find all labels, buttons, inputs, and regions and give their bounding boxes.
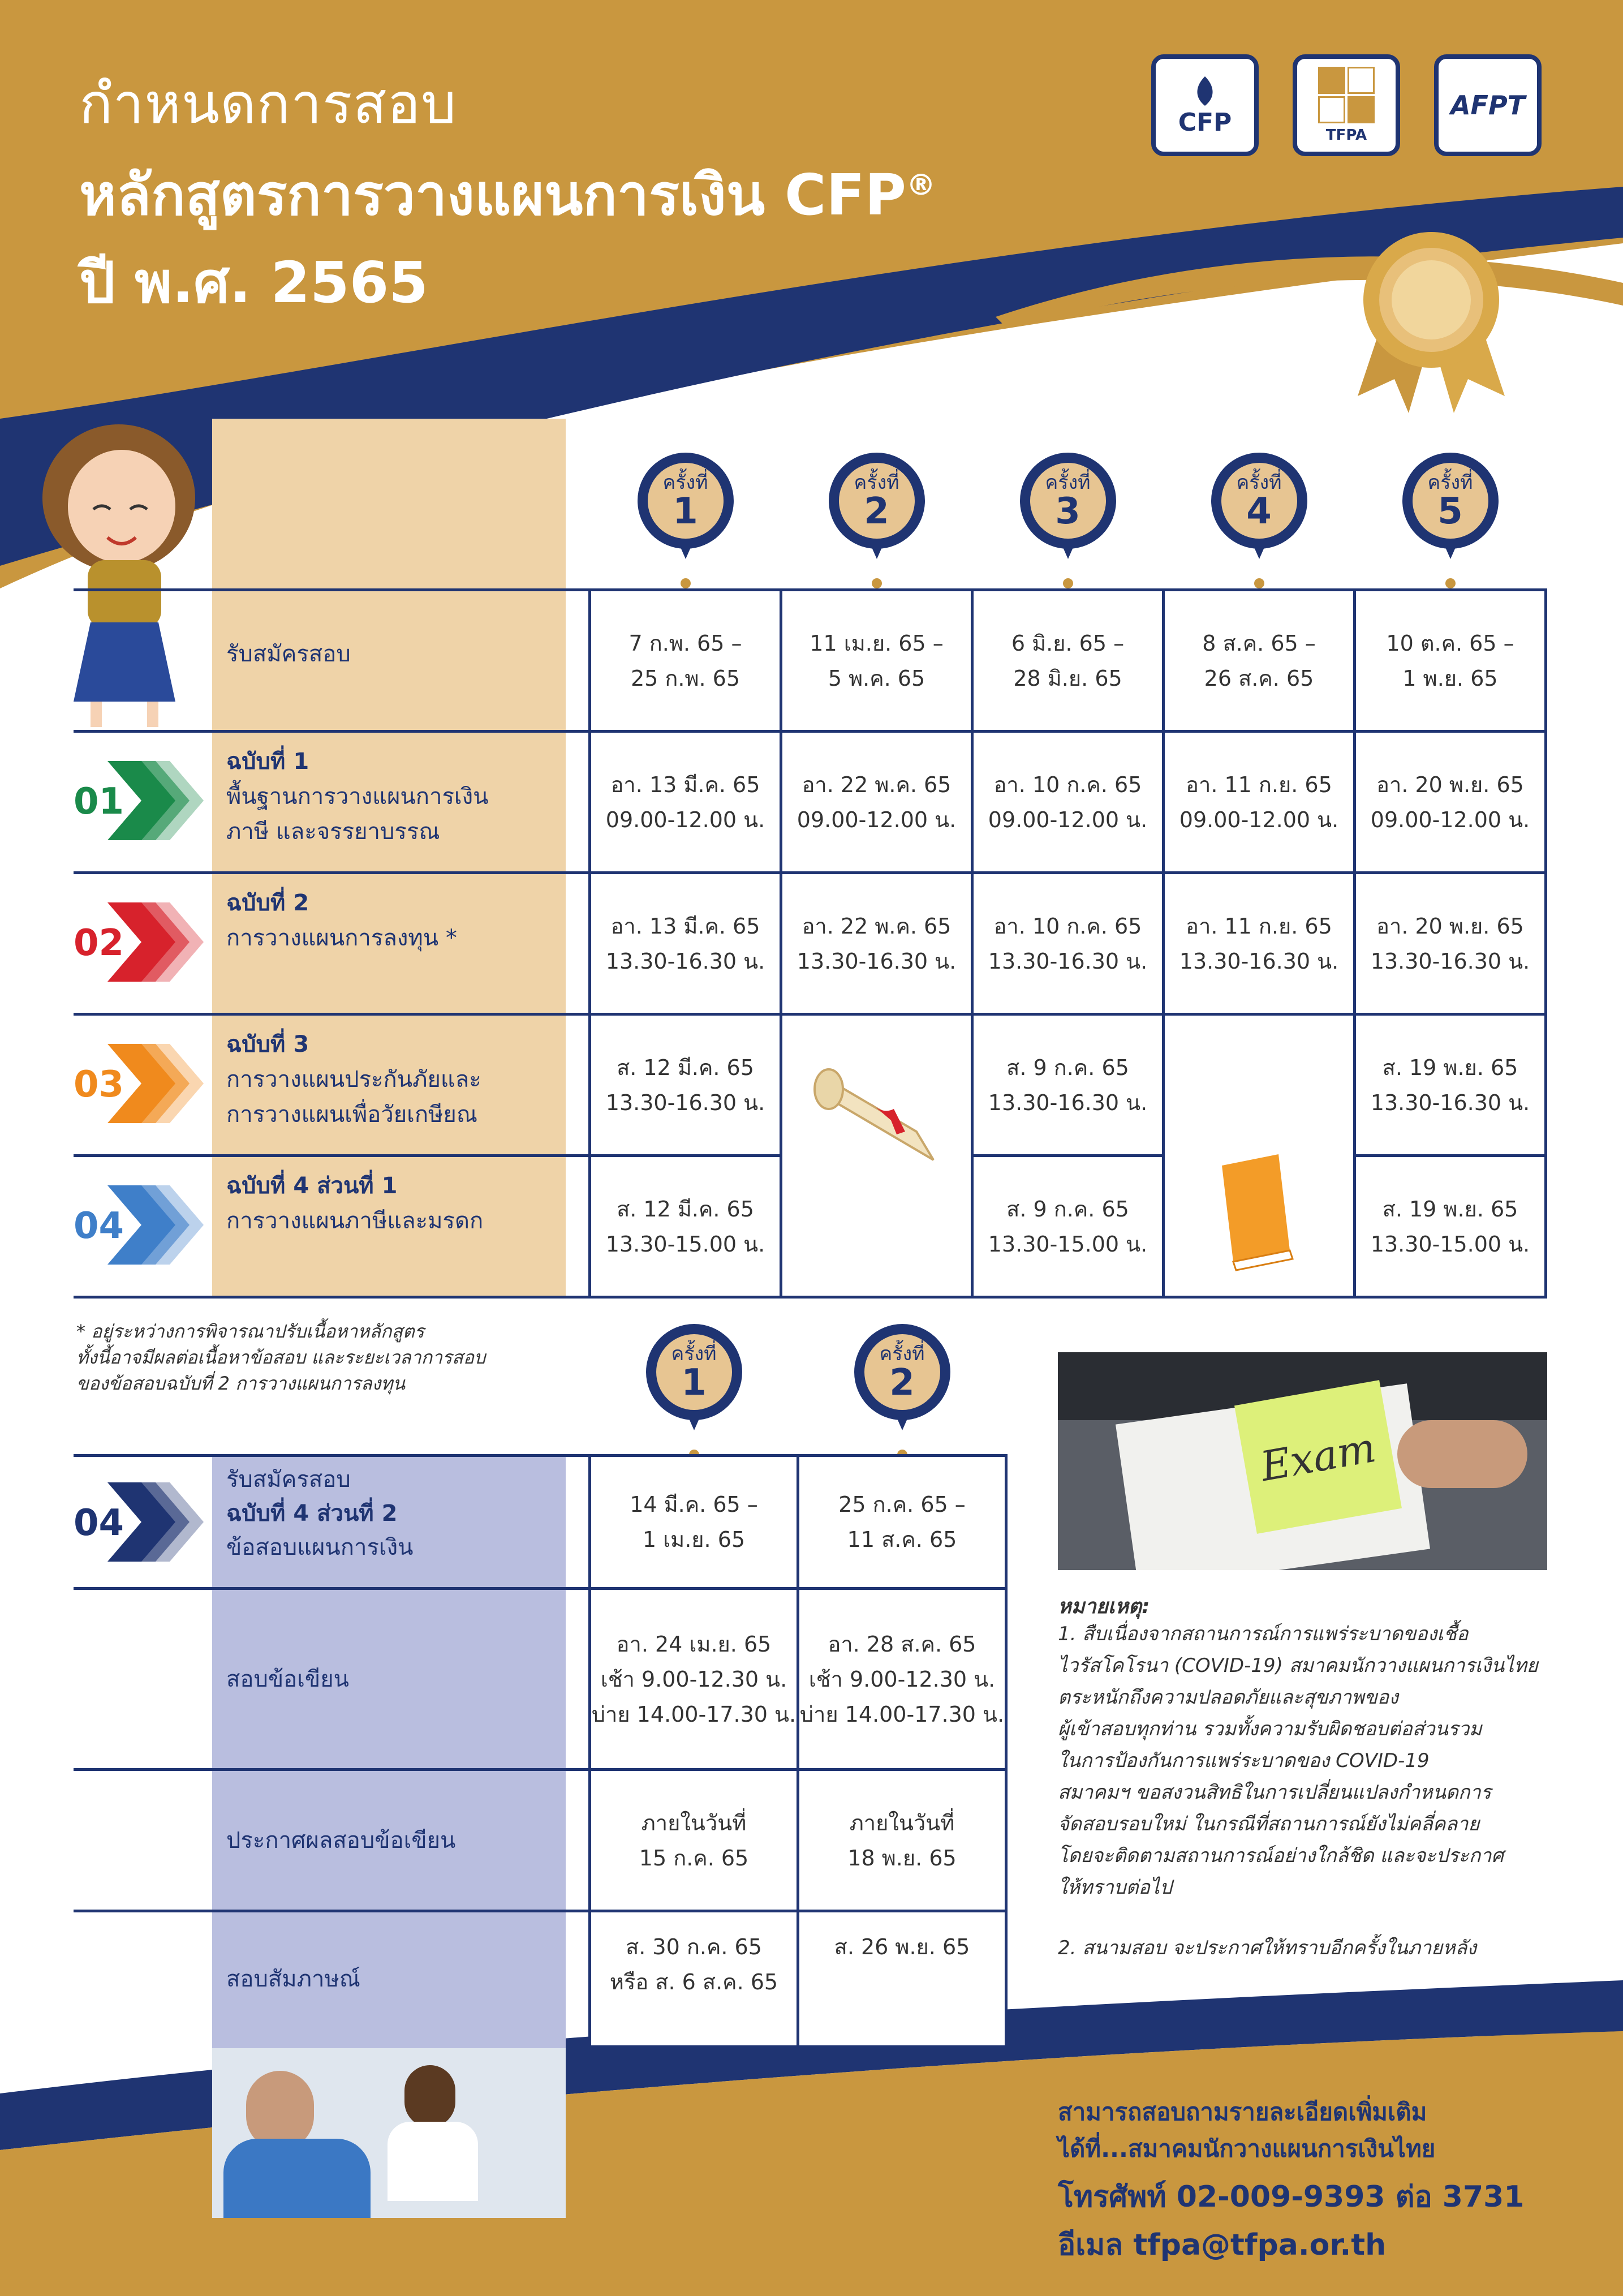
table1-label-column bbox=[212, 419, 566, 1296]
exam-desc: รับสมัครสอบ bbox=[226, 641, 351, 667]
schedule-cell: อา. 22 พ.ค. 65 13.30-16.30 น. bbox=[780, 871, 974, 1016]
schedule-cell: ส. 9 ก.ค. 65 13.30-16.30 น. bbox=[971, 1013, 1165, 1157]
exam-code: 04 bbox=[74, 1502, 124, 1544]
schedule-cell: อา. 20 พ.ย. 65 13.30-16.30 น. bbox=[1353, 871, 1547, 1016]
round-number: 2 bbox=[889, 1362, 915, 1404]
round-pin-2 bbox=[829, 453, 925, 560]
sticky-note-text: Exam bbox=[1257, 1423, 1379, 1491]
remark-item-1: 1. สืบเนื่องจากสถานการณ์การแพร่ระบาดของเชื้อ ไวรัสโคโรนา (COVID-19) สมาคมนักวางแผนการเงินไทย ตระหนักถึงความปลอดภัยและสุขภาพของ ผู้เข้าสอบทุกท่าน รวมทั้งความรับผิดชอบต่อส่วนรวม ในการป้องกันการแพร่ระบาดของ COVID-19 สมาคมฯ ขอสงวนสิทธิในการเปลี่ยนแปลงกำหนดการ จัดสอบรอบใหม่ ในกรณีที่สถานการณ์ยังไม่คลี่คลาย โดยจะติดตามสถานการณ์อย่างใกล้ชิด และจะประกาศ ให้ทราบต่อไป bbox=[1058, 1623, 1538, 1899]
register-label: รับสมัครสอบ bbox=[226, 1467, 351, 1493]
row-separator bbox=[74, 1768, 588, 1771]
schedule-cell: ส. 30 ก.ค. 65 หรือ ส. 6 ส.ค. 65 bbox=[588, 1910, 799, 2048]
schedule-cell: อา. 13 มี.ค. 65 13.30-16.30 น. bbox=[588, 871, 782, 1016]
page-title: หลักสูตรการวางแผนการเงิน CFP® bbox=[79, 162, 936, 228]
round-pin-1 bbox=[646, 1324, 742, 1431]
round-number: 1 bbox=[673, 491, 698, 532]
round-pin-3 bbox=[1020, 453, 1116, 560]
year-title: ปี พ.ศ. 2565 bbox=[79, 250, 428, 316]
schedule-cell: 25 ก.ค. 65 – 11 ส.ค. 65 bbox=[797, 1454, 1008, 1590]
round-label: ครั้งที่ bbox=[1236, 471, 1282, 494]
schedule-cell: ภายในวันที่ 18 พ.ย. 65 bbox=[797, 1768, 1008, 1912]
exam-code: 02 bbox=[74, 922, 124, 964]
chevron-arrows-icon bbox=[102, 1038, 209, 1129]
schedule-cell: อา. 20 พ.ย. 65 09.00-12.00 น. bbox=[1353, 730, 1547, 874]
exam-desc: พื้นฐานการวางแผนการเงิน ภาษี และจรรยาบรรณ bbox=[226, 784, 489, 845]
schedule-cell: ภายในวันที่ 15 ก.ค. 65 bbox=[588, 1768, 799, 1912]
schedule-cell: 14 มี.ค. 65 – 1 เม.ย. 65 bbox=[588, 1454, 799, 1590]
schedule-cell: อา. 10 ก.ค. 65 09.00-12.00 น. bbox=[971, 730, 1165, 874]
row-separator bbox=[74, 1587, 588, 1590]
schedule-cell: อา. 13 มี.ค. 65 09.00-12.00 น. bbox=[588, 730, 782, 874]
remarks-title: หมายเหตุ: bbox=[1058, 1595, 1150, 1618]
row-separator bbox=[74, 1454, 588, 1457]
row-separator bbox=[74, 1013, 588, 1016]
row-separator bbox=[74, 1154, 588, 1157]
schedule-cell: ส. 19 พ.ย. 65 13.30-15.00 น. bbox=[1353, 1154, 1547, 1299]
students-photo bbox=[212, 2048, 566, 2218]
row-separator bbox=[74, 1296, 588, 1299]
contact-email: อีเมล tfpa@tfpa.or.th bbox=[1058, 2228, 1387, 2262]
exam-title: ฉบับที่ 3 bbox=[226, 1031, 309, 1057]
round-label: ครั้งที่ bbox=[1427, 471, 1473, 494]
round-label: ครั้งที่ bbox=[662, 471, 708, 494]
exam-code: 03 bbox=[74, 1064, 124, 1106]
chevron-arrows-icon bbox=[102, 755, 209, 846]
round-label: ครั้งที่ bbox=[879, 1343, 925, 1365]
row-separator bbox=[74, 871, 588, 874]
schedule-cell: ส. 9 ก.ค. 65 13.30-15.00 น. bbox=[971, 1154, 1165, 1299]
flame-icon bbox=[1182, 74, 1228, 108]
exam-desc: ข้อสอบแผนการเงิน bbox=[226, 1534, 414, 1560]
exam-title: ฉบับที่ 4 ส่วนที่ 2 bbox=[226, 1500, 398, 1527]
round-label: ครั้งที่ bbox=[671, 1343, 717, 1365]
cfp-logo: CFP bbox=[1151, 54, 1259, 156]
schedule-cell: อา. 28 ส.ค. 65 เช้า 9.00-12.30 น. บ่าย 14.00-17.30 น. bbox=[797, 1587, 1008, 1771]
schedule-cell: อา. 10 ก.ค. 65 13.30-16.30 น. bbox=[971, 871, 1165, 1016]
schedule-cell: ส. 12 มี.ค. 65 13.30-15.00 น. bbox=[588, 1154, 782, 1299]
exam-desc: การวางแผนประกันภัยและ การวางแผนเพื่อวัยเกษียณ bbox=[226, 1067, 481, 1128]
row-separator bbox=[74, 1910, 588, 1912]
round-label: ครั้งที่ bbox=[1045, 471, 1091, 494]
table2-row-label: ประกาศผลสอบข้อเขียน bbox=[226, 1827, 456, 1854]
exam-title: ฉบับที่ 1 bbox=[226, 749, 309, 775]
exam-code: 01 bbox=[74, 781, 124, 823]
table2-row-label: สอบข้อเขียน bbox=[226, 1666, 349, 1692]
schedule-cell: อา. 22 พ.ค. 65 09.00-12.00 น. bbox=[780, 730, 974, 874]
contact-line-2: ได้ที่...สมาคมนักวางแผนการเงินไทย bbox=[1058, 2135, 1436, 2162]
subtitle: กำหนดการสอบ bbox=[79, 72, 457, 136]
round-number: 4 bbox=[1246, 491, 1272, 532]
round-label: ครั้งที่ bbox=[854, 471, 899, 494]
remark-item-2: 2. สนามสอบ จะประกาศให้ทราบอีกครั้งในภายหลัง bbox=[1058, 1937, 1476, 1959]
table2-head-label bbox=[226, 1463, 413, 1564]
round-pin-2 bbox=[854, 1324, 950, 1431]
schedule-cell: 8 ส.ค. 65 – 26 ส.ค. 65 bbox=[1162, 588, 1356, 733]
tfpa-logo: TFPA bbox=[1293, 54, 1400, 156]
table2-row-label: สอบสัมภาษณ์ bbox=[226, 1966, 360, 1992]
schedule-cell: อา. 11 ก.ย. 65 13.30-16.30 น. bbox=[1162, 871, 1356, 1016]
table1-row-label-0 bbox=[226, 637, 351, 672]
schedule-cell: ส. 12 มี.ค. 65 13.30-16.30 น. bbox=[588, 1013, 782, 1157]
footnote: * อยู่ระหว่างการพิจารณาปรับเนื้อหาหลักสูตร ทั้งนี้อาจมีผลต่อเนื้อหาข้อสอบ และระยะเวลาการสอบ ของข้อสอบฉบับที่ 2 การวางแผนการลงทุน bbox=[76, 1321, 486, 1394]
exam-desc: การวางแผนภาษีและมรดก bbox=[226, 1208, 484, 1234]
round-pin-5 bbox=[1402, 453, 1499, 560]
table-top-border bbox=[74, 588, 588, 591]
round-pin-1 bbox=[638, 453, 734, 560]
chevron-arrows-icon bbox=[102, 1180, 209, 1270]
schedule-cell: ส. 26 พ.ย. 65 bbox=[797, 1910, 1008, 2048]
exam-code: 04 bbox=[74, 1205, 124, 1247]
mascot-character bbox=[34, 419, 215, 736]
exam-title: ฉบับที่ 4 ส่วนที่ 1 bbox=[226, 1173, 398, 1199]
exam-photo bbox=[1058, 1352, 1547, 1570]
round-number: 3 bbox=[1055, 491, 1080, 532]
diploma-scroll-icon bbox=[803, 1052, 950, 1177]
table1-row-label-1 bbox=[226, 744, 488, 849]
exam-title: ฉบับที่ 2 bbox=[226, 890, 309, 916]
round-number: 2 bbox=[864, 491, 889, 532]
table1-row-label-4 bbox=[226, 1168, 483, 1239]
schedule-cell: 6 มิ.ย. 65 – 28 มิ.ย. 65 bbox=[971, 588, 1165, 733]
chevron-arrows-icon bbox=[102, 897, 209, 987]
afpt-logo: AFPT bbox=[1434, 54, 1542, 156]
schedule-cell: 11 เม.ย. 65 – 5 พ.ค. 65 bbox=[780, 588, 974, 733]
contact-phone: โทรศัพท์ 02-009-9393 ต่อ 3731 bbox=[1058, 2180, 1525, 2214]
table1-row-label-3 bbox=[226, 1027, 481, 1132]
schedule-cell: อา. 24 เม.ย. 65 เช้า 9.00-12.30 น. บ่าย 14.00-17.30 น. bbox=[588, 1587, 799, 1771]
book-icon bbox=[1211, 1149, 1301, 1273]
schedule-cell: 10 ต.ค. 65 – 1 พ.ย. 65 bbox=[1353, 588, 1547, 733]
table1-row-label-2 bbox=[226, 885, 457, 956]
round-pin-4 bbox=[1211, 453, 1307, 560]
schedule-cell: ส. 19 พ.ย. 65 13.30-16.30 น. bbox=[1353, 1013, 1547, 1157]
medal-icon bbox=[1346, 226, 1516, 413]
row-separator bbox=[74, 730, 588, 733]
schedule-cell: 7 ก.พ. 65 – 25 ก.พ. 65 bbox=[588, 588, 782, 733]
contact-line-1: สามารถสอบถามรายละเอียดเพิ่มเติม bbox=[1058, 2098, 1427, 2126]
exam-desc: การวางแผนการลงทุน * bbox=[226, 925, 457, 951]
round-number: 1 bbox=[681, 1362, 707, 1404]
round-number: 5 bbox=[1437, 491, 1463, 532]
schedule-cell: อา. 11 ก.ย. 65 09.00-12.00 น. bbox=[1162, 730, 1356, 874]
chevron-arrows-icon bbox=[102, 1477, 209, 1567]
